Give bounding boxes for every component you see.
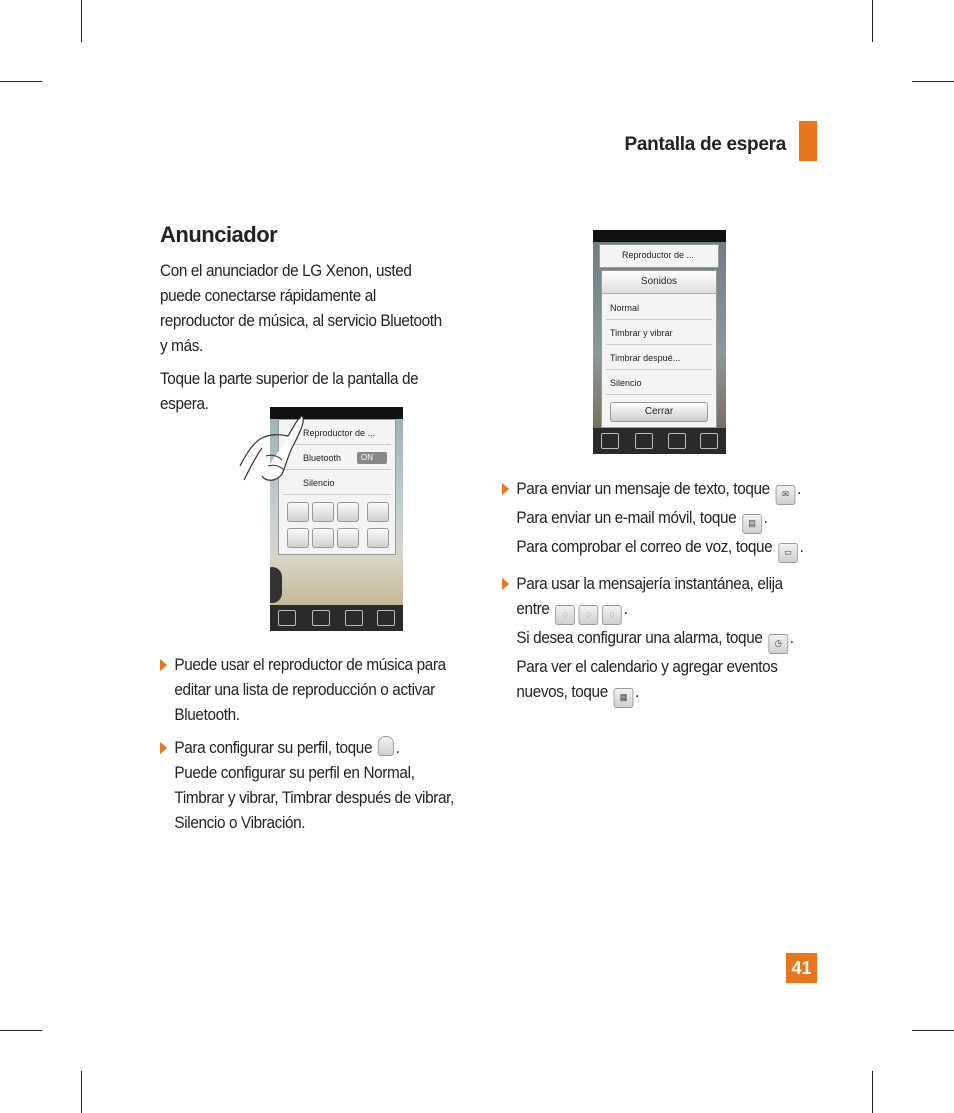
message-icon: ✉ xyxy=(775,485,795,505)
crop-mark xyxy=(0,81,42,82)
menu-grid-icon xyxy=(377,610,395,626)
im-icon: ◌ xyxy=(579,605,599,625)
crop-mark xyxy=(872,0,873,42)
bullet-text: Para comprobar el correo de voz, toque xyxy=(516,537,773,556)
crop-mark xyxy=(81,1071,82,1113)
menu-item-music: Reproductor de ... xyxy=(283,422,391,445)
crop-mark xyxy=(81,0,82,42)
bullet-arrow-icon xyxy=(502,578,509,590)
bullet-text: Para configurar su perfil, toque xyxy=(174,738,373,757)
bullet-text: Si desea configurar una alarma, toque xyxy=(516,628,763,647)
bullet-text: Puede usar el reproductor de música para editar una lista de reproducción o activar Bluetooth. xyxy=(174,655,446,724)
phone-icon xyxy=(601,433,619,449)
voicemail-icon xyxy=(337,502,359,522)
punctuation: . xyxy=(789,628,794,647)
intro-paragraph-1: Con el anunciador de LG Xenon, usted puede conectarse rápidamente al reproductor de música, al servicio Bluetooth y más. xyxy=(160,261,442,355)
bullet-text: Puede configurar su perfil en Normal, Timbrar y vibrar, Timbrar después de vibrar, Silencio o Vibración. xyxy=(174,763,454,832)
envelope-icon xyxy=(668,433,686,449)
bottom-bar xyxy=(593,428,726,454)
phone-icon xyxy=(278,610,296,626)
sounds-dialog xyxy=(601,270,717,428)
calendar-icon xyxy=(367,528,389,548)
bullet-arrow-icon xyxy=(502,483,509,495)
option-normal: Normal xyxy=(606,297,712,320)
option-silent: Silencio xyxy=(606,372,712,395)
bullet-text: Para ver el calendario y agregar eventos nuevos, toque xyxy=(516,657,778,701)
page-number: 41 xyxy=(786,953,817,983)
dialog-title: Sonidos xyxy=(602,271,716,294)
punctuation: . xyxy=(799,537,804,556)
bullet-arrow-icon xyxy=(160,742,167,754)
intro-paragraph-2: Toque la parte superior de la pantalla de espera. xyxy=(160,369,419,413)
crop-mark xyxy=(912,81,954,82)
left-bullets xyxy=(160,652,457,835)
punctuation: . xyxy=(763,508,768,527)
im-icon xyxy=(287,528,309,548)
header-accent-bar xyxy=(799,121,817,161)
menu-item-silent: Silencio xyxy=(283,472,391,495)
email-icon: ▤ xyxy=(742,514,762,534)
option-ring-vibrate: Timbrar y vibrar xyxy=(606,322,712,345)
crop-mark xyxy=(872,1071,873,1113)
bullet-music xyxy=(160,652,457,727)
bullet-text: Para usar la mensajería instantánea, elija entre xyxy=(516,574,783,618)
close-button: Cerrar xyxy=(610,402,708,422)
crop-mark xyxy=(0,1030,42,1031)
status-bar xyxy=(593,230,726,242)
bullet-arrow-icon xyxy=(160,659,167,671)
alarm-icon xyxy=(367,502,389,522)
punctuation: . xyxy=(635,682,640,701)
crop-mark xyxy=(912,1030,954,1031)
option-ring-after: Timbrar despué... xyxy=(606,347,712,370)
im-icon xyxy=(312,528,334,548)
punctuation: . xyxy=(623,599,628,618)
music-header-panel xyxy=(599,244,719,268)
section-title: Anunciador xyxy=(160,222,278,247)
header-title: Pantalla de espera xyxy=(624,134,786,155)
phone-screenshot-sounds xyxy=(593,230,726,454)
bullet-messaging xyxy=(502,476,808,563)
intro-text xyxy=(160,258,444,416)
bullet-im xyxy=(502,571,808,708)
contacts-icon xyxy=(312,610,330,626)
envelope-icon xyxy=(345,610,363,626)
bluetooth-label: Bluetooth xyxy=(303,453,342,463)
bullet-profile xyxy=(160,735,457,835)
calendar-icon: ▦ xyxy=(614,688,634,708)
bullet-text: . xyxy=(395,738,400,757)
im-icon xyxy=(337,528,359,548)
bell-icon xyxy=(378,736,394,756)
bluetooth-toggle: ON xyxy=(357,452,387,464)
menu-grid-icon xyxy=(700,433,718,449)
message-icon xyxy=(287,502,309,522)
im-icon: ◌ xyxy=(555,605,575,625)
right-bullets xyxy=(502,476,808,708)
contacts-icon xyxy=(635,433,653,449)
side-handle xyxy=(270,567,282,603)
bullet-text: Para enviar un mensaje de texto, toque xyxy=(516,479,770,498)
hand-illustration xyxy=(236,410,308,490)
im-icon: ◌ xyxy=(602,605,622,625)
music-player-label: Reproductor de ... xyxy=(622,250,695,260)
alarm-icon: ◷ xyxy=(768,634,788,654)
bottom-bar xyxy=(270,605,403,631)
voicemail-icon: ▭ xyxy=(778,543,798,563)
bullet-text: Para enviar un e-mail móvil, toque xyxy=(516,508,737,527)
punctuation: . xyxy=(797,479,801,498)
email-icon xyxy=(312,502,334,522)
